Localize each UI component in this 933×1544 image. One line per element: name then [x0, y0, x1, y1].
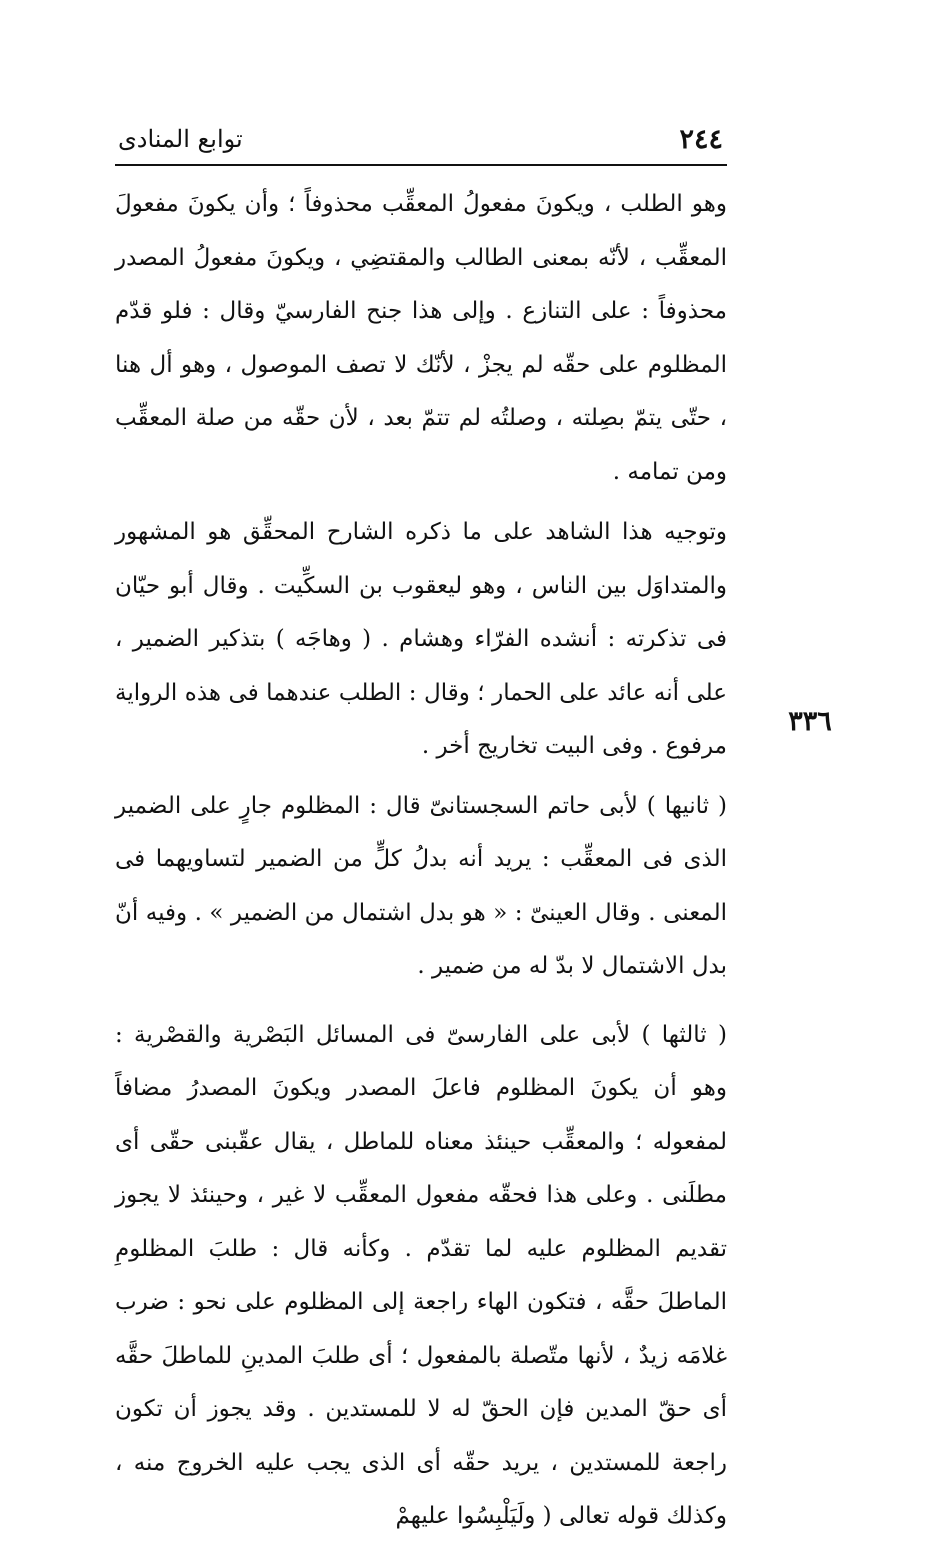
paragraph-4: ( ثالثها ) لأبى على الفارسىّ فى المسائل البَصْرية والقصْرية : وهو أن يكونَ المظلوم فاعلَ المصدر ويكونَ المصدرُ مضافاً لمفعوله ؛ والمعقِّب حينئذ معناه للماطل ، يقال عقّبنى حقّى أى مطلَنى . وعلى هذا فحقّه مفعول المعقِّب لا غير ، وحينئذ لا يجوز تقديم المظلوم عليه لما تقدّم . وكأنه قال : طلبَ المظلومِ الماطلَ حقَّه ، فتكون الهاء راجعة إلى المظلوم على نحو : ضرب غلامَه زيدٌ ، لأنها متّصلة بالمفعول ؛ أى طلبَ المدينِ للماطلَ حقَّه أى حقّ المدين فإن الحقّ له لا للمستدين . وقد يجوز أن تكون راجعة للمستدين ، يريد حقّه أى الذى يجب عليه الخروج منه ، وكذلك قوله تعالى ( ولَيَلْبِسُوا عليهمْ — [115, 1021, 727, 1529]
body-text — [115, 178, 727, 1544]
running-title: توابع المنادى — [118, 125, 243, 153]
margin-page-reference: ٣٣٦ — [788, 706, 832, 737]
paragraph-3: ( ثانيها ) لأبى حاتم السجستانىّ قال : المظلوم جارٍ على الضمير الذى فى المعقِّب : يريد أنه بدلُ كلٍّ من الضمير لتساويهما فى المعنى . وقال العينىّ : « هو بدل اشتمال من الضمير » . وفيه أنّ بدل الاشتمال لا بدّ له من ضمير . — [115, 792, 727, 979]
paragraph-1: وهو الطلب ، ويكونَ مفعولُ المعقِّب محذوفاً ؛ وأن يكونَ مفعولَ المعقِّب ، لأنّه بمعنى الطالب والمقتضِي ، ويكونَ مفعولُ المصدر محذوفاً : على التنازع . وإلى هذا جنح الفارسيّ وقال : فلو قدّم المظلوم على حقّه لم يجزْ ، لأنّك لا تصف الموصول ، وهو أل هنا ، حتّى يتمّ بصِلته ، وصلتُه لم تتمّ بعد ، لأن حقّه من صلة المعقِّب ومن تمامه . — [115, 191, 727, 485]
page-header — [115, 122, 727, 162]
page-number: ٢٤٤ — [679, 124, 723, 155]
header-rule — [115, 164, 727, 166]
paragraph-2: وتوجيه هذا الشاهد على ما ذكره الشارح المحقِّق هو المشهور والمتداوَل بين الناس ، وهو ليعقوب بن السكِّيت . وقال أبو حيّان فى تذكرته : أنشده الفرّاء وهشام . ( وهاجَه ) بتذكير الضمير ، على أنه عائد على الحمار ؛ وقال : الطلب عندهما فى هذه الرواية مرفوع . وفى البيت تخاريج أخر . — [115, 519, 727, 759]
